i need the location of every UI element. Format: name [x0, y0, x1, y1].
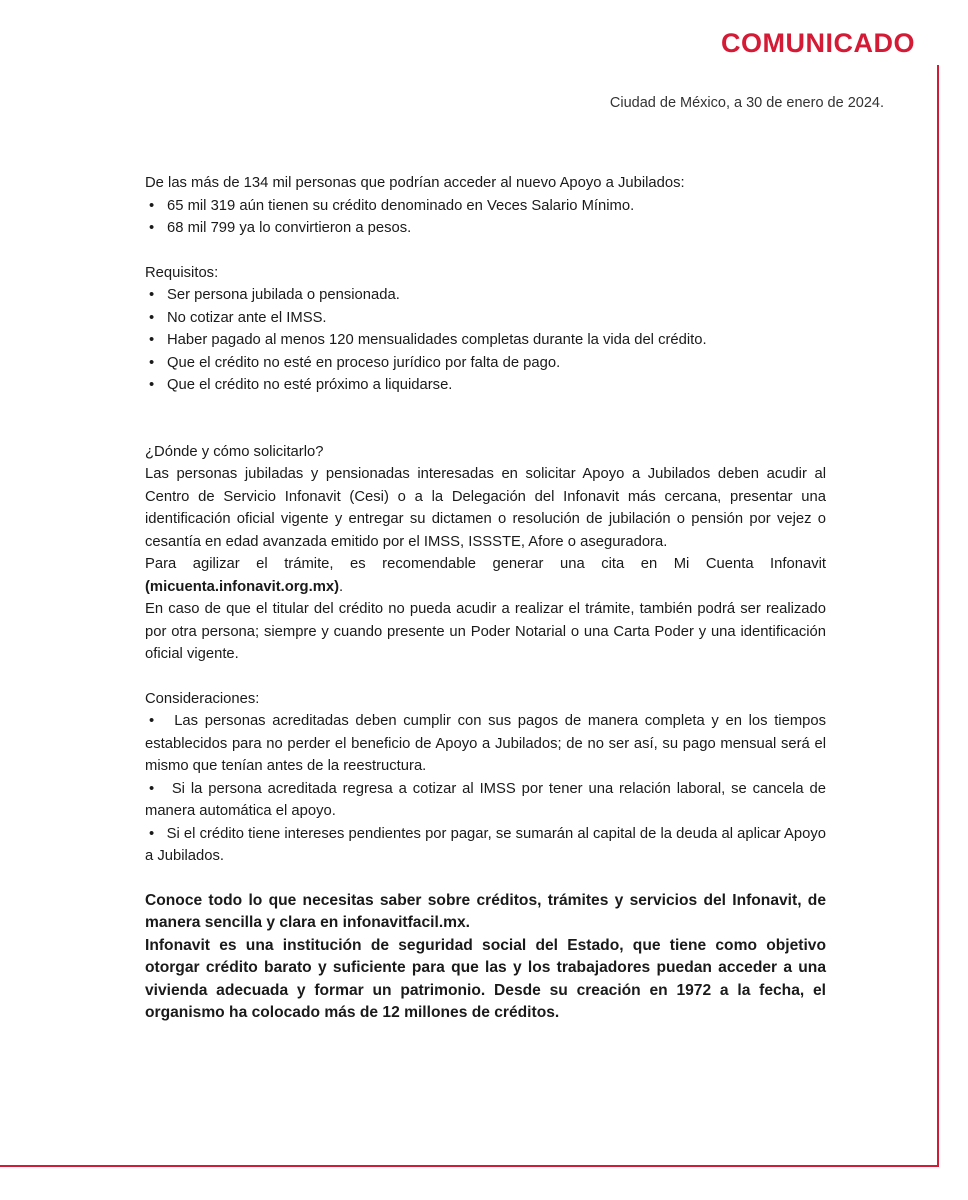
frame-right-border	[937, 65, 939, 1167]
proxy-paragraph: En caso de que el titular del crédito no pueda acudir a realizar el trámite, también podrá ser realizado por otra persona; siempre y cuando presente un Poder Notarial o una Carta Poder y una identificación oficial vigente.	[145, 601, 826, 662]
frame-bottom-border	[0, 1165, 939, 1167]
requirement-item: • Haber pagado al menos 120 mensualidades completas durante la vida del crédito.	[145, 329, 826, 352]
appointment-text: Para agilizar el trámite, es recomendable generar una cita en Mi Cuenta Infonavit	[145, 556, 826, 572]
intro-list	[145, 195, 826, 240]
requirement-item: • Que el crédito no esté próximo a liquidarse.	[145, 374, 826, 397]
intro-item: • 68 mil 799 ya lo convirtieron a pesos.	[145, 217, 826, 240]
document-title: COMUNICADO	[721, 28, 915, 58]
considerations-section	[145, 688, 826, 868]
requirement-item: • Que el crédito no esté en proceso jurídico por falta de pago.	[145, 352, 826, 375]
consideration-item: • Si el crédito tiene intereses pendientes por pagar, se sumarán al capital de la deuda al aplicar Apoyo a Jubilados.	[145, 823, 826, 868]
requirements-section	[145, 262, 826, 397]
considerations-list	[145, 710, 826, 868]
closing-about-paragraph: Infonavit es una institución de seguridad social del Estado, que tiene como objetivo otorgar crédito barato y suficiente para que las y los trabajadores puedan acceder a una vivienda adecuada y formar un patrimonio. Desde su creación en 1972 a la fecha, el organismo ha colocado más de 12 millones de créditos.	[145, 936, 826, 1021]
intro-lead: De las más de 134 mil personas que podrían acceder al nuevo Apoyo a Jubilados:	[145, 175, 685, 191]
intro-item: • 65 mil 319 aún tienen su crédito denominado en Veces Salario Mínimo.	[145, 195, 826, 218]
document-body	[145, 172, 826, 1025]
considerations-heading: Consideraciones:	[145, 690, 260, 707]
requirements-heading: Requisitos:	[145, 264, 219, 281]
consideration-item: • Si la persona acreditada regresa a cotizar al IMSS por tener una relación laboral, se cancela de manera automática el apoyo.	[145, 778, 826, 823]
requirement-item: • Ser persona jubilada o pensionada.	[145, 284, 826, 307]
intro-section	[145, 172, 826, 240]
where-how-paragraph: Las personas jubiladas y pensionadas interesadas en solicitar Apoyo a Jubilados deben acudir al Centro de Servicio Infonavit (Cesi) o a la Delegación del Infonavit más cercana, presentar una identificación oficial vigente y entregar su dictamen o resolución de jubilación o pensión por vejez o cesantía en edad avanzada emitido por el IMSS, ISSSTE, Afore o aseguradora.	[145, 466, 826, 550]
where-how-section	[145, 441, 826, 666]
micuenta-link[interactable]: (micuenta.infonavit.org.mx)	[145, 578, 340, 595]
appointment-paragraph	[145, 553, 826, 598]
requirements-list	[145, 284, 826, 397]
requirement-item: • No cotizar ante el IMSS.	[145, 307, 826, 330]
appointment-period: .	[339, 578, 344, 595]
closing-section	[145, 890, 826, 1025]
dateline: Ciudad de México, a 30 de enero de 2024.	[609, 95, 884, 111]
where-how-heading: ¿Dónde y cómo solicitarlo?	[145, 443, 324, 460]
closing-infonavitfacil-paragraph: Conoce todo lo que necesitas saber sobre créditos, trámites y servicios del Infonavit, de manera sencilla y clara en infonavitfacil.mx.	[145, 891, 826, 931]
consideration-item: • Las personas acreditadas deben cumplir con sus pagos de manera completa y en los tiempos establecidos para no perder el beneficio de Apoyo a Jubilados; de no ser así, su pago mensual será el mismo que tenían antes de la reestructura.	[145, 710, 826, 778]
